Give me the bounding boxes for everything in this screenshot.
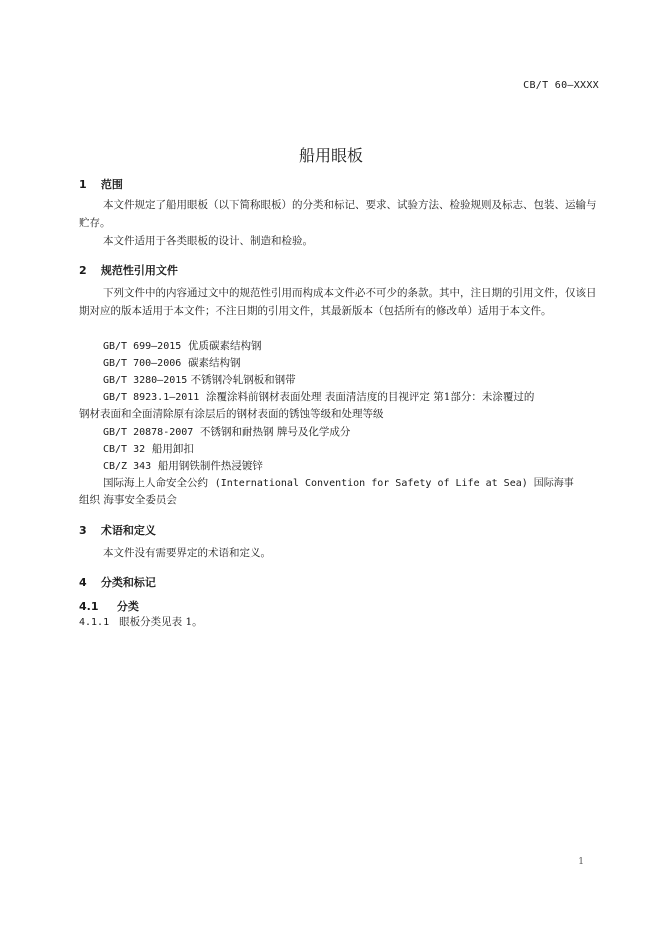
section-title: 分类和标记 bbox=[100, 576, 156, 589]
section-number: 4.1 bbox=[79, 600, 99, 613]
section-4-1-heading bbox=[79, 598, 139, 614]
reference-title: 不锈钢冷轧钢板和钢带 bbox=[190, 374, 296, 386]
section-number: 3 bbox=[79, 524, 87, 537]
section-number: 1 bbox=[79, 178, 87, 191]
section-title: 规范性引用文件 bbox=[100, 264, 178, 277]
reference-title: 碳素结构钢 bbox=[187, 357, 241, 369]
section-4-heading bbox=[79, 574, 156, 590]
reference-code: GB/T 699—2015 bbox=[103, 341, 182, 352]
section-title: 术语和定义 bbox=[100, 524, 156, 537]
reference-continuation: 组织 海事安全委员会 bbox=[79, 494, 177, 506]
reference-title: (International Convention for Safety of Life at Sea) 国际海事 bbox=[214, 478, 574, 489]
document-title: 船用眼板 bbox=[298, 146, 363, 165]
reference-code: GB/T 20878-2007 bbox=[103, 427, 194, 438]
section-number: 4 bbox=[79, 576, 87, 589]
reference-code: GB/T 8923.1—2011 bbox=[103, 392, 200, 403]
section-number: 2 bbox=[79, 264, 87, 277]
page-number: 1 bbox=[578, 857, 584, 867]
section-3-heading bbox=[79, 522, 156, 538]
clause-number: 4.1.1 bbox=[79, 617, 110, 628]
reference-code: CB/T 32 bbox=[103, 444, 146, 455]
reference-code: GB/T 700—2006 bbox=[103, 358, 182, 369]
section-1-heading bbox=[79, 176, 123, 192]
section-2-paragraph-1: 下列文件中的内容通过文中的规范性引用而构成本文件必不可少的条款。其中，注日期的引用文件，仅该日期对应的版本适用于本文件；不注日期的引用文件，其最新版本（包括所有的修改单）适用于本文件。 bbox=[79, 287, 597, 317]
section-title: 范围 bbox=[100, 178, 123, 191]
section-1-paragraph-2: 本文件适用于各类眼板的设计、制造和检验。 bbox=[103, 235, 313, 247]
reference-code: GB/T 3280—2015 bbox=[103, 375, 188, 386]
reference-title: 优质碳素结构钢 bbox=[187, 340, 262, 352]
section-2-heading bbox=[79, 262, 178, 278]
section-1-paragraph-1: 本文件规定了船用眼板（以下简称眼板）的分类和标记、要求、试验方法、检验规则及标志、包装、运输与贮存。 bbox=[79, 199, 597, 229]
standard-code: CB/T 60—XXXX bbox=[523, 80, 599, 91]
section-3-paragraph-1: 本文件没有需要界定的术语和定义。 bbox=[103, 547, 271, 559]
section-title: 分类 bbox=[116, 600, 139, 613]
reference-title: 船用卸扣 bbox=[151, 443, 194, 455]
reference-code: CB/Z 343 bbox=[103, 461, 152, 472]
reference-continuation: 钢材表面和全面清除原有涂层后的钢材表面的锈蚀等级和处理等级 bbox=[79, 408, 384, 420]
reference-title: 不锈钢和耐热钢 牌号及化学成分 bbox=[200, 426, 351, 438]
clause-4-1-1 bbox=[79, 613, 203, 632]
reference-title: 涂覆涂料前钢材表面处理 表面清洁度的目视评定 第1部分：未涂覆过的 bbox=[206, 391, 535, 403]
clause-text: 眼板分类见表 1。 bbox=[119, 616, 203, 628]
reference-title: 船用钢铁制件热浸镀锌 bbox=[157, 460, 263, 472]
reference-code: 国际海上人命安全公约 bbox=[103, 477, 208, 489]
